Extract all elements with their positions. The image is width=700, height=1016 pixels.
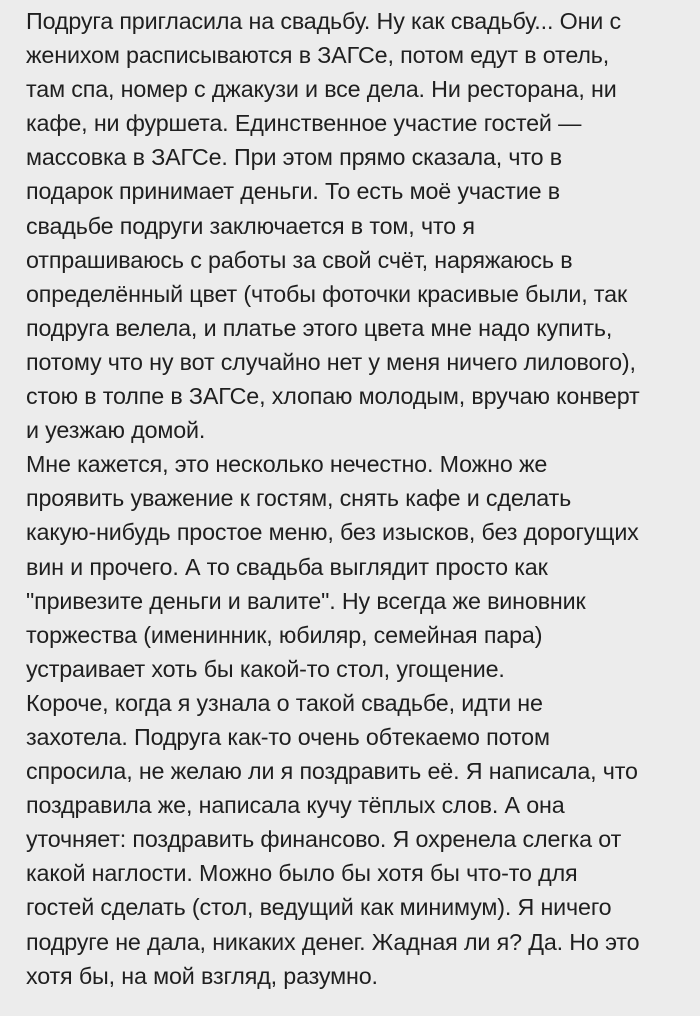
post-text bbox=[26, 4, 686, 993]
paragraph-1-line-9: определённый цвет (чтобы фоточки красивые были, так bbox=[26, 280, 628, 307]
paragraph-1-line-7: свадьбе подруги заключается в том, что я bbox=[26, 212, 475, 239]
paragraph-2-line-3: какую-нибудь простое меню, без изысков, без дорогущих bbox=[26, 519, 639, 546]
paragraph-1-line-5: массовка в ЗАГСе. При этом прямо сказала, что в bbox=[26, 144, 563, 171]
paragraph-3-line-6: какой наглости. Можно было бы хотя бы что-то для bbox=[26, 860, 578, 887]
paragraph-3-line-7: гостей сделать (стол, ведущий как минимум). Я ничего bbox=[26, 894, 612, 921]
paragraph-1-line-1: Подруга пригласила на свадьбу. Ну как свадьбу... Они с bbox=[26, 8, 621, 34]
paragraph-3-line-9: хотя бы, на мой взгляд, разумно. bbox=[26, 962, 378, 989]
paragraph-1-line-3: там спа, номер с джакузи и все дела. Ни ресторана, ни bbox=[26, 76, 617, 103]
paragraph-1-line-6: подарок принимает деньги. То есть моё участие в bbox=[26, 178, 560, 205]
paragraph-1-line-11: потому что ну вот случайно нет у меня ничего лилового), bbox=[26, 348, 636, 375]
paragraph-2-line-2: проявить уважение к гостям, снять кафе и сделать bbox=[26, 485, 572, 512]
paragraph-2-line-6: торжества (именинник, юбиляр, семейная пара) bbox=[26, 621, 543, 648]
paragraph-1-line-8: отпрашиваюсь с работы за свой счёт, наряжаюсь в bbox=[26, 246, 573, 273]
paragraph-1-line-4: кафе, ни фуршета. Единственное участие гостей — bbox=[26, 110, 582, 137]
paragraph-1-line-13: и уезжаю домой. bbox=[26, 417, 206, 444]
paragraph-2-line-1: Мне кажется, это несколько нечестно. Можно же bbox=[26, 451, 548, 478]
paragraph-3-line-1: Короче, когда я узнала о такой свадьбе, идти не bbox=[26, 689, 543, 716]
paragraph-3-line-5: уточняет: поздравить финансово. Я охренела слегка от bbox=[26, 826, 622, 853]
paragraph-2-line-5: "привезите деньги и валите". Ну всегда же виновник bbox=[26, 587, 586, 614]
paragraph-1-line-2: женихом расписываются в ЗАГСе, потом едут в отель, bbox=[26, 42, 610, 69]
paragraph-3-line-4: поздравила же, написала кучу тёплых слов. А она bbox=[26, 792, 565, 819]
paragraph-2-line-7: устраивает хоть бы какой-то стол, угощение. bbox=[26, 655, 505, 682]
paragraph-1-line-12: стою в толпе в ЗАГСе, хлопаю молодым, вручаю конверт bbox=[26, 383, 640, 410]
paragraph-3-line-8: подруге не дала, никаких денег. Жадная ли я? Да. Но это bbox=[26, 928, 640, 955]
paragraph-1-line-10: подруга велела, и платье этого цвета мне надо купить, bbox=[26, 314, 613, 341]
paragraph-2-line-4: вин и прочего. А то свадьба выглядит просто как bbox=[26, 553, 548, 580]
paragraph-3-line-2: захотела. Подруга как-то очень обтекаемо потом bbox=[26, 723, 550, 750]
paragraph-3-line-3: спросила, не желаю ли я поздравить её. Я написала, что bbox=[26, 758, 638, 785]
